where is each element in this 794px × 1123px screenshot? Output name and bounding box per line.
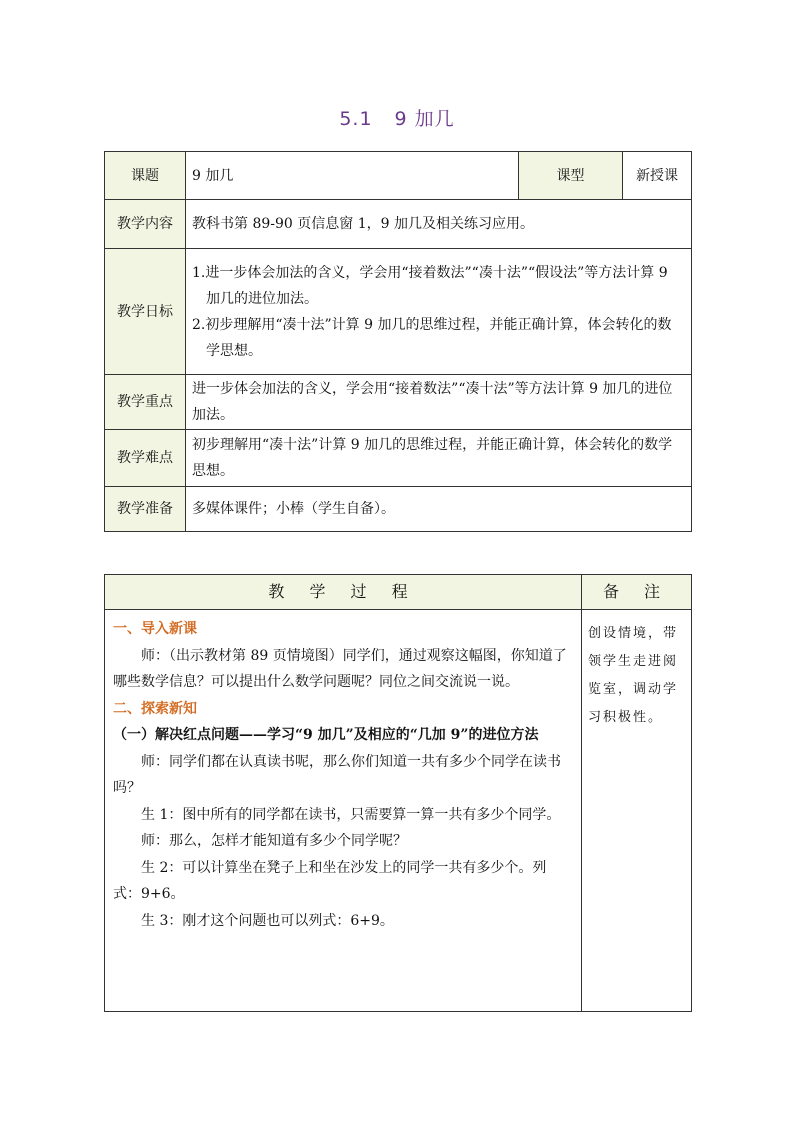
content-label: 教学内容 <box>105 200 186 249</box>
paragraph: 师：同学们都在认真读书呢，那么你们知道一共有多少个同学在读书吗？ <box>113 753 561 796</box>
process-header: 教 学 过 程 <box>105 575 582 610</box>
goals-label: 教学日标 <box>105 249 186 375</box>
topic-label: 课题 <box>105 152 186 200</box>
process-table <box>104 574 692 1012</box>
page-title <box>0 104 794 131</box>
difficulty-value: 初步理解用“凑十法”计算 9 加几的思维过程，并能正确计算，体会转化的数学思想。 <box>186 430 692 487</box>
type-value: 新授课 <box>623 152 692 200</box>
key-label: 教学重点 <box>105 375 186 430</box>
note-text: 创设情境，带领学生走进阅览室，调动学习积极性。 <box>582 610 692 1012</box>
topic-value: 9 加几 <box>186 152 519 200</box>
goal-item: 1.进一步体会加法的含义，学会用“接着数法”“凑十法”“假设法”等方法计算 9 加几的进位加法。 <box>192 264 668 307</box>
paragraph: 生 2：可以计算坐在凳子上和坐在沙发上的同学一共有多少个。列式：9+6。 <box>113 859 547 902</box>
paragraph: 生 3：刚才这个问题也可以列式：6+9。 <box>141 912 394 929</box>
notes-header: 备 注 <box>582 575 692 610</box>
process-body <box>105 610 582 1012</box>
paragraph: 师：（出示教材第 89 页情境图）同学们，通过观察这幅图，你知道了哪些数学信息？可以提出什么数学问题呢？同位之间交流说一说。 <box>113 647 567 690</box>
paragraph: 生 1：图中所有的同学都在读书，只需要算一算一共有多少个同学。 <box>141 806 561 823</box>
lesson-title: 9 加几 <box>394 108 455 130</box>
section-heading: 二、探索新知 <box>113 700 197 717</box>
difficulty-label: 教学难点 <box>105 430 186 487</box>
type-label: 课型 <box>519 152 623 200</box>
prep-value: 多媒体课件；小棒（学生自备）。 <box>186 487 692 532</box>
key-value: 进一步体会加法的含义，学会用“接着数法”“凑十法”等方法计算 9 加几的进位加法。 <box>186 375 692 430</box>
lesson-info-table <box>104 151 692 532</box>
paragraph: 师：那么，怎样才能知道有多少个同学呢？ <box>141 833 407 849</box>
section-heading: 一、导入新课 <box>113 621 197 637</box>
goal-item: 2.初步理解用“凑十法”计算 9 加几的思维过程，并能正确计算，体会转化的数学思想。 <box>192 316 672 359</box>
content-value: 教科书第 89-90 页信息窗 1，9 加几及相关练习应用。 <box>186 200 692 249</box>
subsection-heading: （一）解决红点问题——学习“9 加几”及相应的“几加 9”的进位方法 <box>113 727 539 743</box>
goals-value <box>186 249 692 375</box>
prep-label: 教学准备 <box>105 487 186 532</box>
lesson-number: 5.1 <box>339 108 373 130</box>
